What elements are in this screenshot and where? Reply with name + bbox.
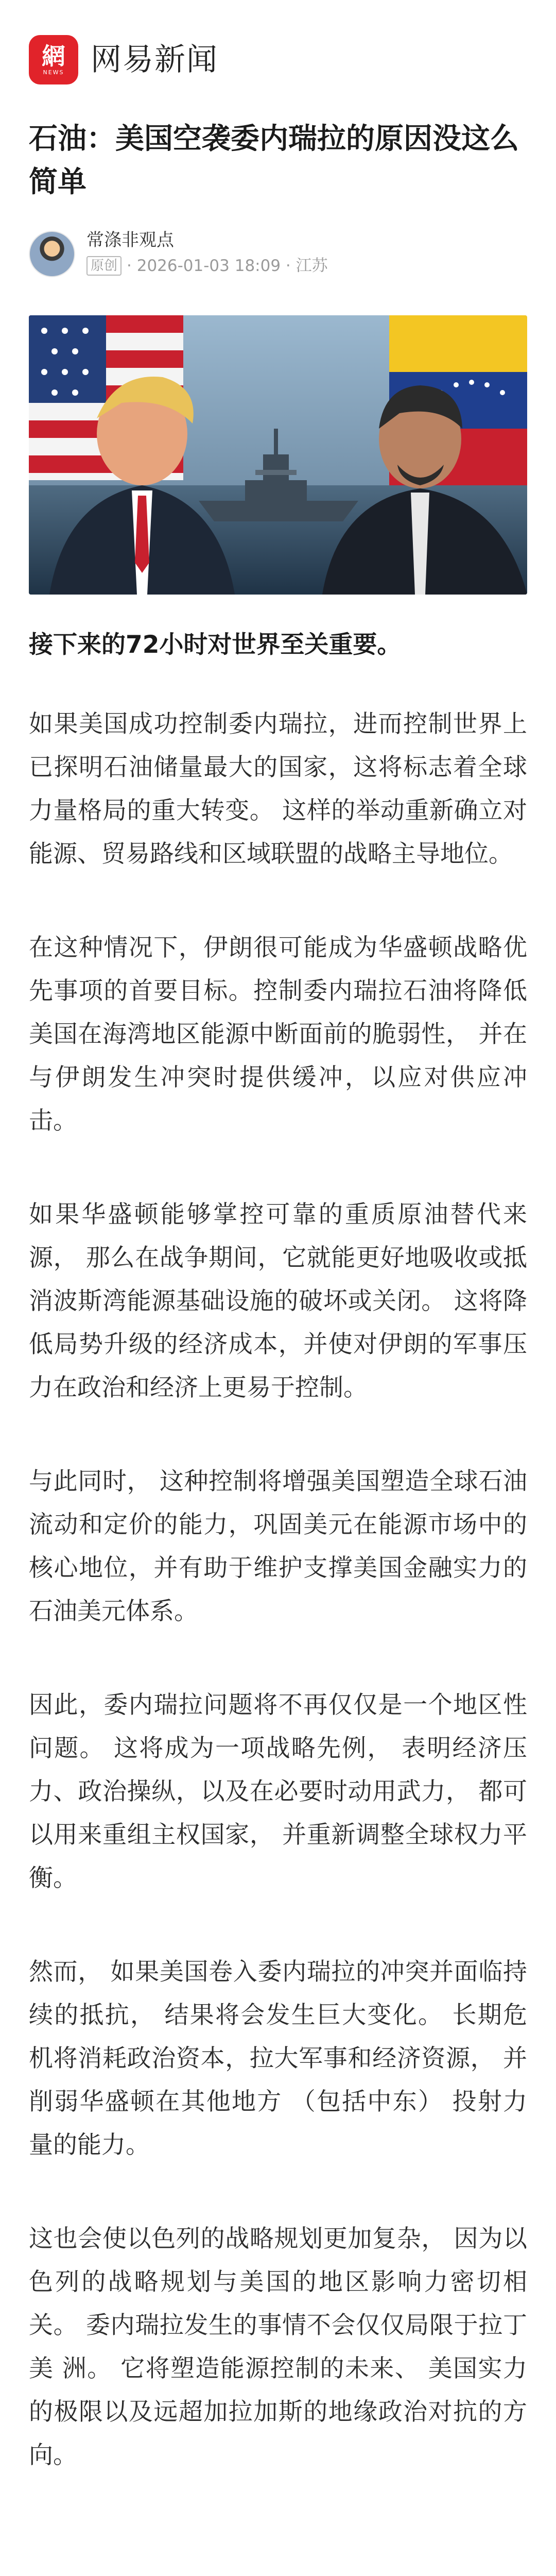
article-paragraph: 这也会使以色列的战略规划更加复杂， 因为以 色列的战略规划与美国的地区影响力密切相关。 委内瑞拉发生的事情不会仅仅局限于拉丁美 洲。 它将塑造能源控制的未来、 美国实力的极限以及远超加拉加斯的地缘政治对抗的方向。 — [29, 2225, 527, 2469]
hero-image[interactable] — [29, 315, 527, 595]
article-paragraph: 因此，委内瑞拉问题将不再仅仅是一个地区性问题。 这将成为一项战略先例， 表明经济压力、政治操纵，以及在必要时动用武力， 都可以用来重组主权国家， 并重新调整全球权力平衡。 — [29, 1691, 527, 1892]
article-paragraph: 然而， 如果美国卷入委内瑞拉的冲突并面临持续的抵抗， 结果将会发生巨大变化。 长期危机将消耗政治资本，拉大军事和经济资源， 并削弱华盛顿在其他地方 （包括中东） 投射力量的能力。 — [29, 1958, 527, 2159]
brand-name[interactable]: 网易新闻 — [91, 42, 218, 78]
article-meta — [86, 256, 328, 276]
author-name[interactable]: 常涤非观点 — [86, 230, 174, 250]
logo-sub: NEWS — [43, 69, 64, 76]
netease-logo-icon[interactable] — [29, 35, 78, 84]
article-body — [29, 623, 527, 2528]
article-title: 石油：美国空袭委内瑞拉的原因没这么简单 — [29, 122, 519, 199]
original-badge: 原创 — [86, 256, 121, 276]
logo-char: 網 — [42, 42, 65, 70]
author-row — [29, 227, 527, 283]
article-paragraph: 与此同时， 这种控制将增强美国塑造全球石油流动和定价的能力，巩固美元在能源市场中的 核心地位，并有助于维护支撑美国金融实力的石油美元体系。 — [29, 1467, 527, 1625]
article-paragraph: 如果华盛顿能够掌控可靠的重质原油替代来源， 那么在战争期间，它就能更好地吸收或抵消波斯湾能源基础设施的破坏或关闭。 这将降低局势升级的经济成本，并使对伊朗的军事压力在政治和经济上更易于控制。 — [29, 1200, 527, 1402]
author-avatar[interactable] — [29, 231, 75, 277]
article-lead: 接下来的72小时对世界至关重要。 — [29, 631, 402, 659]
hero-illustration — [29, 315, 527, 595]
article-paragraph: 如果美国成功控制委内瑞拉，进而控制世界上已探明石油储量最大的国家，这将标志着全球力量格局的重大转变。 这样的举动重新确立对能源、贸易路线和区域联盟的战略主导地位。 — [29, 710, 527, 868]
app-header — [0, 0, 556, 113]
article-paragraph: 在这种情况下，伊朗很可能成为华盛顿战略优先事项的首要目标。控制委内瑞拉石油将降低美国在海湾地区能源中断面前的脆弱性， 并在与伊朗发生冲突时提供缓冲，以应对供应冲击。 — [29, 934, 527, 1135]
publish-info: · 2026-01-03 18:09 · 江苏 — [127, 257, 328, 275]
